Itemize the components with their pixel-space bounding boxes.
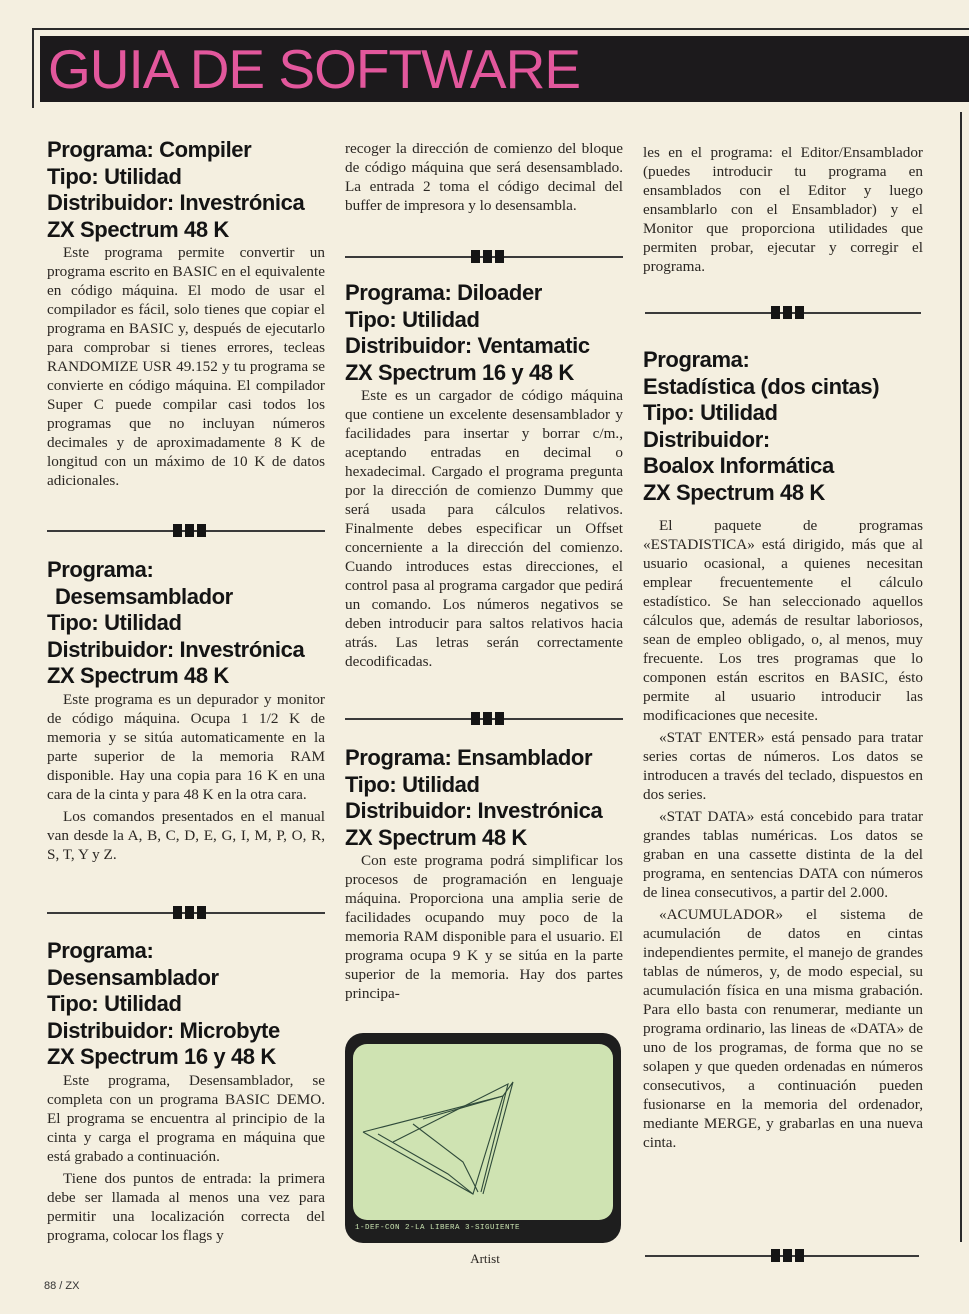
article-desensamblador bbox=[47, 938, 325, 1245]
heading-tipo: Tipo: Utilidad bbox=[47, 163, 182, 189]
heading-program-name: Desemsamblador bbox=[55, 583, 233, 609]
heading-tipo: Tipo: Utilidad bbox=[643, 400, 778, 425]
article-paragraph: Este programa es un depurador y monitor de código máquina. Ocupa 1 1/2 K de memoria y se sitúa automaticamente en la parte superior de la memoria RAM disponible. Hay una copia para 16 K en una cara de la cinta y para 48 K en la otra cara. bbox=[47, 690, 325, 803]
article-ensamblador bbox=[345, 745, 623, 1003]
article-heading bbox=[47, 938, 325, 1071]
heading-tipo: Tipo: Utilidad bbox=[345, 771, 480, 797]
wireframe-drawing bbox=[353, 1044, 613, 1220]
wireframe-line-e bbox=[413, 1124, 478, 1192]
heading-distributor-name: Boalox Informática bbox=[643, 453, 834, 478]
article-paragraph: Tiene dos puntos de entrada: la primera debe ser llamada al menos una vez para permitir una localización correcta del programa, colocar los flags y bbox=[47, 1169, 325, 1244]
heading-distribuidor: Distribuidor: Microbyte bbox=[47, 1017, 280, 1043]
section-title: GUIA DE SOFTWARE bbox=[48, 38, 581, 100]
heading-programa: Programa: bbox=[643, 347, 750, 372]
article-paragraph: Los comandos presentados en el manual van desde la A, B, C, D, E, G, I, M, P, O, R, S, T, Y y Z. bbox=[47, 807, 325, 863]
article-paragraph: «STAT DATA» está concebido para tratar grandes tablas numéricas. Los datos se graban en una cassette distinta de la del programa, en sentencias DATA con números de linea consecutivos, a partir del 2.000. bbox=[643, 808, 923, 901]
heading-programa: Programa: Compiler bbox=[47, 137, 252, 162]
heading-platform: ZX Spectrum 48 K bbox=[47, 216, 229, 242]
article-compiler bbox=[47, 137, 325, 490]
article-paragraph: Este programa permite convertir un programa escrito en BASIC en el equivalente en código máquina. El modo de usar el compilador es fácil, solo tienes que copiar el programa en BASIC y, después de ejecutarlo para comprobar si tienes errores, tecleas RANDOMIZE USR 49.152 y tu programa se convierte en código máquina. El compilador Super C puede compilar casi todos los programas que no incluyan números decimales y de aproximadamente 8 K de longitud con un máximo de 10 K de datos adicionales. bbox=[47, 244, 325, 489]
heading-distribuidor: Distribuidor: Investrónica bbox=[345, 798, 603, 823]
page-folio: 88 / ZX bbox=[44, 1280, 80, 1292]
heading-distribuidor: Distribuidor: Ventamatic bbox=[345, 333, 590, 358]
heading-programa: Programa: Diloader bbox=[345, 280, 542, 305]
article-paragraph: «ACUMULADOR» el sistema de acumulación de datos en cintas independientes permite, el manejo de grandes tablas de números, y, de modo especial, su acumulación física en una misma grabación. Para ello basta con renumerar, mediante un programa ordinario, las lineas de «DATA» de uno de los programas, de forma que no se solapen y que queden ordenadas en números consecutivos, a continuación pueden fusionarse en la memoria del ordenador, mediante MERGE, y grabarlas en una nueva cinta. bbox=[643, 906, 923, 1151]
heading-program-name: Estadística (dos cintas) bbox=[643, 373, 880, 399]
wireframe-triangle-a bbox=[363, 1096, 503, 1194]
article-paragraph: Este programa, Desensamblador, se completa con un programa BASIC DEMO. El programa se encuentra al principio de la cinta y carga el programa en máquina que está grabado a continuación. bbox=[47, 1071, 325, 1165]
article-paragraph: «STAT ENTER» está pensado para tratar series cortas de números. Los datos se introducen a través del teclado, dispuestos en dos series. bbox=[643, 729, 923, 803]
wireframe-line-c bbox=[423, 1082, 513, 1194]
heading-distribuidor: Distribuidor: Investrónica bbox=[47, 636, 305, 662]
frame-right-rule bbox=[960, 112, 962, 1242]
article-heading bbox=[345, 280, 623, 386]
article-paragraph: Este es un cargador de código máquina que contiene un excelente desensamblador y facilidades para insertar y borrar c/m., aceptando entradas en decimal o hexadecimal. Cargado el programa pregunta por la dirección de comienzo Dummy que será usada para cálculos relativos. Finalmente debes especificar un Offset concerniente a la dirección del comienzo. Cuando introduces estas direcciones, el control pasa al programa cargador que pedirá un comando. Los números negativos se deben introducir para saltos relativos hacia atrás. Las letras serán correctamente decodificadas. bbox=[345, 387, 623, 670]
heading-platform: ZX Spectrum 16 y 48 K bbox=[345, 359, 574, 385]
heading-platform: ZX Spectrum 16 y 48 K bbox=[47, 1044, 276, 1069]
screen-display bbox=[353, 1044, 613, 1220]
heading-distribuidor: Distribuidor: bbox=[643, 426, 770, 452]
section-separator bbox=[47, 905, 325, 921]
heading-programa: Programa: bbox=[47, 938, 154, 963]
article-heading bbox=[345, 745, 623, 851]
screen-status-line: 1-DEF-CON 2-LA LIBERA 3-SIGUIENTE bbox=[355, 1224, 521, 1232]
section-separator bbox=[345, 249, 623, 265]
heading-platform: ZX Spectrum 48 K bbox=[47, 663, 229, 688]
section-separator bbox=[345, 711, 623, 727]
section-separator bbox=[47, 523, 325, 539]
heading-tipo: Tipo: Utilidad bbox=[47, 610, 182, 635]
article-heading bbox=[643, 347, 923, 506]
heading-tipo: Tipo: Utilidad bbox=[345, 306, 480, 332]
heading-programa: Programa: bbox=[47, 557, 154, 582]
heading-program-name: Desensamblador bbox=[47, 964, 219, 990]
article-paragraph: les en el programa: el Editor/Ensamblador (puedes introducir tu programa en ensamblados con el Editor y luego ensamblarlo con el Ensamblador) y el Monitor que proporciona utilidades que permiten probar, ejecutar y corregir el programa. bbox=[643, 144, 923, 275]
screenshot-photo bbox=[345, 1033, 621, 1243]
heading-platform: ZX Spectrum 48 K bbox=[643, 479, 825, 505]
article-desemsamblador bbox=[47, 557, 325, 864]
article-diloader bbox=[345, 280, 623, 671]
wireframe-line-d bbox=[378, 1134, 473, 1194]
article-paragraph: Con este programa podrá simplificar los procesos de programación en lenguaje máquina. Proporciona una amplia serie de facilidades ocupando muy poco de la memoria RAM disponible para el usuario. El programa ocupa 9 K y se sitúa en la parte superior de la memoria. Hay dos partes principa- bbox=[345, 852, 623, 1002]
section-banner bbox=[40, 36, 969, 102]
article-paragraph: El paquete de programas «ESTADISTICA» está dirigido, más que al usuario ocasional, a quienes necesitan emplear frecuentemente el cálculo estadístico. Se han seleccionado aquellos cálculos que, además de resultar laboriosos, sean de empleo obligado, o, al menos, muy frecuente. Los tres programas que lo componen están escritos en BASIC, ésto permite al usuario introducir las modificaciones que necesite. bbox=[643, 517, 923, 724]
article-estadistica bbox=[643, 347, 923, 1152]
article-heading bbox=[47, 137, 325, 243]
heading-platform: ZX Spectrum 48 K bbox=[345, 824, 527, 850]
continued-text bbox=[643, 143, 923, 276]
article-heading bbox=[47, 557, 325, 690]
section-separator bbox=[645, 305, 921, 321]
frame-left-rule bbox=[32, 28, 34, 108]
continued-text bbox=[345, 139, 623, 215]
heading-distribuidor: Distribuidor: Investrónica bbox=[47, 190, 305, 215]
section-separator bbox=[645, 1248, 919, 1264]
frame-top-rule bbox=[32, 28, 969, 30]
photo-caption: Artist bbox=[470, 1251, 500, 1266]
heading-tipo: Tipo: Utilidad bbox=[47, 991, 182, 1016]
article-paragraph: recoger la dirección de comienzo del bloque de código máquina que será desensamblado. La entrada 2 toma el código decimal del buffer de impresora y lo desensambla. bbox=[345, 140, 623, 214]
heading-programa: Programa: Ensamblador bbox=[345, 745, 593, 770]
